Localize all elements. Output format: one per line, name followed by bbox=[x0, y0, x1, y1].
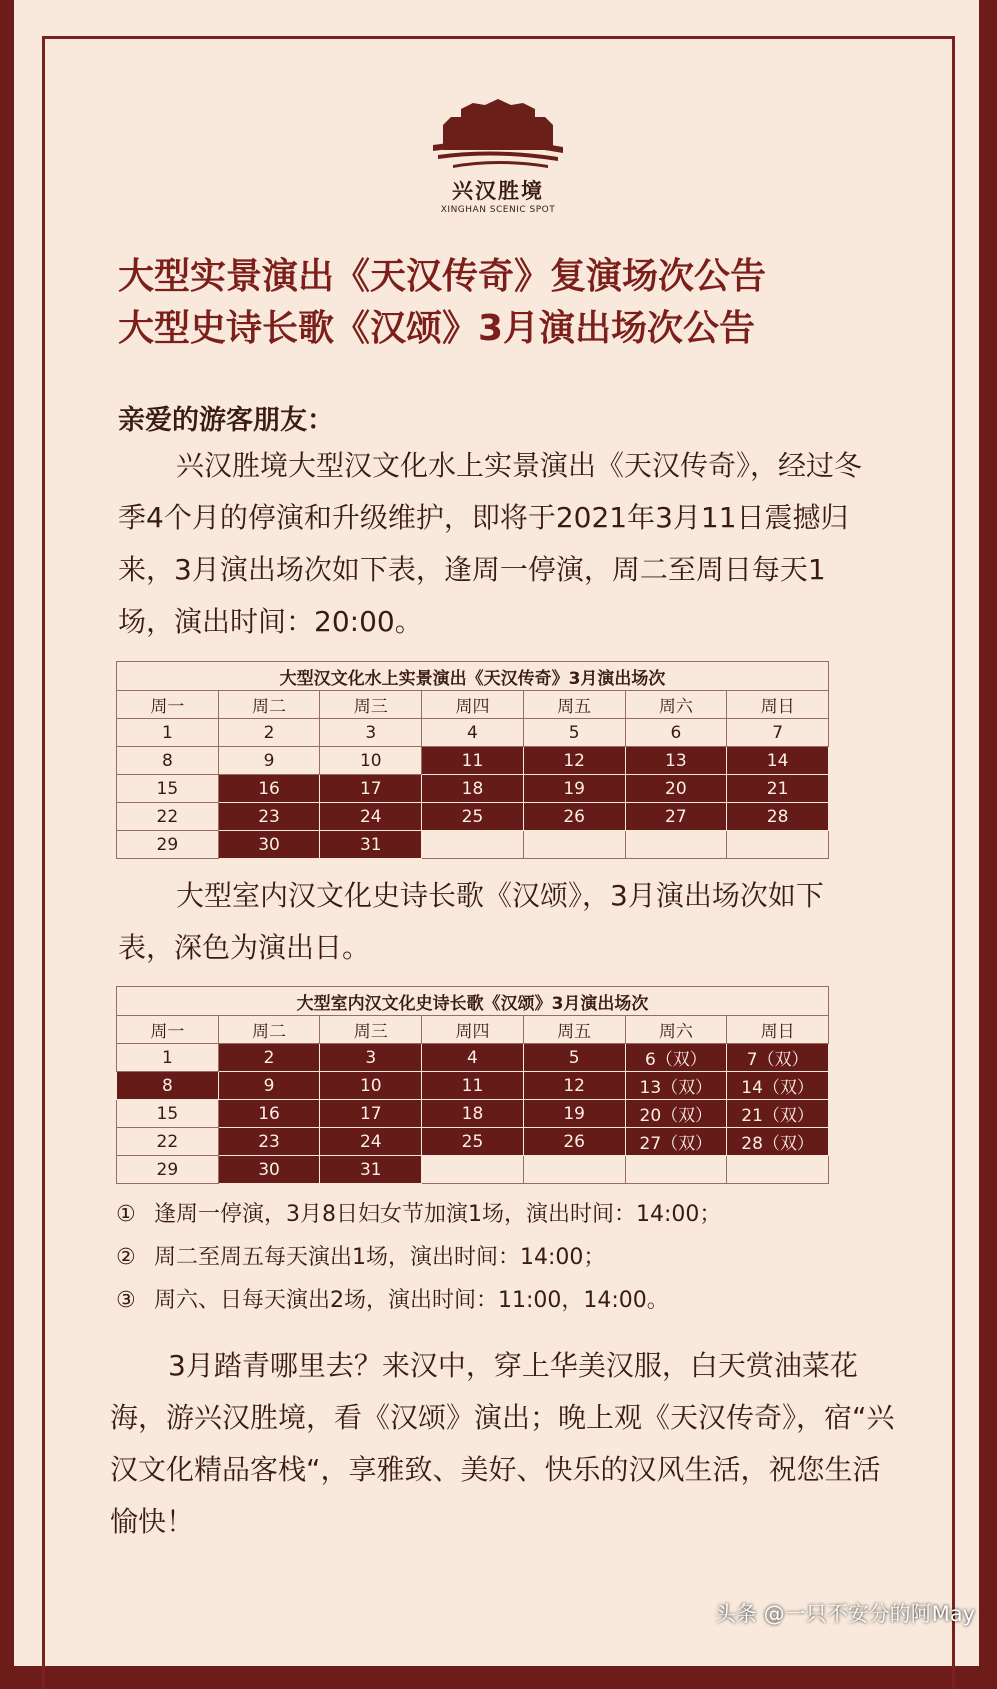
table-caption: 大型室内汉文化史诗长歌《汉颂》3月演出场次 bbox=[117, 987, 829, 1016]
performance-date-cell: 14（双） bbox=[727, 1072, 829, 1100]
performance-date-cell: 26 bbox=[523, 1128, 625, 1156]
performance-date-cell: 25 bbox=[422, 803, 524, 831]
date-cell: 1 bbox=[117, 1044, 219, 1072]
notes-list bbox=[116, 1193, 721, 1322]
table-row bbox=[117, 747, 829, 775]
performance-date-cell: 4 bbox=[422, 1044, 524, 1072]
performance-date-cell: 23 bbox=[218, 1128, 320, 1156]
performance-date-cell: 10 bbox=[320, 1072, 422, 1100]
performance-date-cell: 19 bbox=[523, 1100, 625, 1128]
table-row bbox=[117, 1156, 829, 1184]
date-cell: 15 bbox=[117, 775, 219, 803]
date-cell bbox=[727, 1156, 829, 1184]
performance-date-cell: 11 bbox=[422, 1072, 524, 1100]
date-cell: 15 bbox=[117, 1100, 219, 1128]
performance-date-cell: 5 bbox=[523, 1044, 625, 1072]
performance-date-cell: 28 bbox=[727, 803, 829, 831]
performance-date-cell: 28（双） bbox=[727, 1128, 829, 1156]
weekday-cell: 周五 bbox=[523, 691, 625, 719]
castle-logo-icon bbox=[423, 95, 573, 173]
performance-date-cell: 13（双） bbox=[625, 1072, 727, 1100]
date-cell: 29 bbox=[117, 1156, 219, 1184]
date-cell: 6 bbox=[625, 719, 727, 747]
note-text: 周六、日每天演出2场，演出时间：11:00，14:00。 bbox=[154, 1288, 669, 1313]
performance-date-cell: 26 bbox=[523, 803, 625, 831]
note-item bbox=[116, 1236, 721, 1279]
performance-date-cell: 2 bbox=[218, 1044, 320, 1072]
weekday-header-row bbox=[117, 691, 829, 719]
date-cell: 4 bbox=[422, 719, 524, 747]
date-cell: 10 bbox=[320, 747, 422, 775]
weekday-cell: 周一 bbox=[117, 1016, 219, 1044]
performance-date-cell: 31 bbox=[320, 831, 422, 859]
date-cell bbox=[523, 831, 625, 859]
table-row bbox=[117, 1100, 829, 1128]
performance-date-cell: 3 bbox=[320, 1044, 422, 1072]
performance-date-cell: 31 bbox=[320, 1156, 422, 1184]
performance-date-cell: 18 bbox=[422, 1100, 524, 1128]
performance-date-cell: 14 bbox=[727, 747, 829, 775]
performance-date-cell: 12 bbox=[523, 747, 625, 775]
title-line-2: 大型史诗长歌《汉颂》3月演出场次公告 bbox=[118, 308, 756, 349]
performance-date-cell: 21 bbox=[727, 775, 829, 803]
performance-date-cell: 30 bbox=[218, 1156, 320, 1184]
performance-date-cell: 20（双） bbox=[625, 1100, 727, 1128]
date-cell: 3 bbox=[320, 719, 422, 747]
brand-logo bbox=[398, 95, 598, 225]
weekday-cell: 周五 bbox=[523, 1016, 625, 1044]
note-item bbox=[116, 1279, 721, 1322]
table-row bbox=[117, 1072, 829, 1100]
schedule-table-hansong bbox=[116, 986, 829, 1184]
table-row bbox=[117, 1128, 829, 1156]
hansong-paragraph: 大型室内汉文化史诗长歌《汉颂》，3月演出场次如下表，深色为演出日。 bbox=[118, 879, 824, 964]
weekday-cell: 周四 bbox=[422, 691, 524, 719]
performance-date-cell: 27 bbox=[625, 803, 727, 831]
weekday-cell: 周二 bbox=[218, 691, 320, 719]
weekday-cell: 周日 bbox=[727, 691, 829, 719]
performance-date-cell: 11 bbox=[422, 747, 524, 775]
table-caption: 大型汉文化水上实景演出《天汉传奇》3月演出场次 bbox=[117, 662, 829, 691]
performance-date-cell: 19 bbox=[523, 775, 625, 803]
logo-name-cn: 兴汉胜境 bbox=[452, 179, 544, 203]
date-cell: 22 bbox=[117, 803, 219, 831]
performance-date-cell: 25 bbox=[422, 1128, 524, 1156]
performance-date-cell: 24 bbox=[320, 803, 422, 831]
performance-date-cell: 16 bbox=[218, 775, 320, 803]
date-cell bbox=[625, 831, 727, 859]
weekday-cell: 周四 bbox=[422, 1016, 524, 1044]
performance-date-cell: 13 bbox=[625, 747, 727, 775]
table-row bbox=[117, 719, 829, 747]
performance-date-cell: 23 bbox=[218, 803, 320, 831]
date-cell: 5 bbox=[523, 719, 625, 747]
date-cell bbox=[422, 831, 524, 859]
greeting: 亲爱的游客朋友： bbox=[118, 405, 334, 436]
performance-date-cell: 18 bbox=[422, 775, 524, 803]
performance-date-cell: 6（双） bbox=[625, 1044, 727, 1072]
note-number: ③ bbox=[116, 1288, 136, 1313]
date-cell bbox=[727, 831, 829, 859]
weekday-cell: 周日 bbox=[727, 1016, 829, 1044]
date-cell: 8 bbox=[117, 747, 219, 775]
date-cell bbox=[422, 1156, 524, 1184]
note-number: ② bbox=[116, 1245, 136, 1270]
note-item bbox=[116, 1193, 721, 1236]
performance-date-cell: 24 bbox=[320, 1128, 422, 1156]
performance-date-cell: 12 bbox=[523, 1072, 625, 1100]
table-row bbox=[117, 831, 829, 859]
date-cell bbox=[625, 1156, 727, 1184]
weekday-cell: 周三 bbox=[320, 1016, 422, 1044]
performance-date-cell: 17 bbox=[320, 1100, 422, 1128]
performance-date-cell: 20 bbox=[625, 775, 727, 803]
closing-paragraph: 3月踏青哪里去？来汉中，穿上华美汉服，白天赏油菜花海，游兴汉胜境，看《汉颂》演出；晚上观《天汉传奇》，宿“兴汉文化精品客栈“，享雅致、美好、快乐的汉风生活，祝您生活愉快！ bbox=[110, 1349, 895, 1538]
date-cell bbox=[523, 1156, 625, 1184]
weekday-cell: 周二 bbox=[218, 1016, 320, 1044]
logo-name-en: XINGHAN SCENIC SPOT bbox=[440, 205, 556, 215]
date-cell: 9 bbox=[218, 747, 320, 775]
date-cell: 1 bbox=[117, 719, 219, 747]
performance-date-cell: 30 bbox=[218, 831, 320, 859]
weekday-cell: 周三 bbox=[320, 691, 422, 719]
date-cell: 2 bbox=[218, 719, 320, 747]
performance-date-cell: 16 bbox=[218, 1100, 320, 1128]
weekday-cell: 周一 bbox=[117, 691, 219, 719]
table-row bbox=[117, 775, 829, 803]
note-number: ① bbox=[116, 1202, 136, 1227]
performance-date-cell: 9 bbox=[218, 1072, 320, 1100]
intro-paragraph: 兴汉胜境大型汉文化水上实景演出《天汉传奇》，经过冬季4个月的停演和升级维护，即将于2021年3月11日震撼归来，3月演出场次如下表，逢周一停演，周二至周日每天1场，演出时间：20:00。 bbox=[118, 449, 863, 638]
table-row bbox=[117, 803, 829, 831]
title-line-1: 大型实景演出《天汉传奇》复演场次公告 bbox=[118, 256, 767, 297]
weekday-header-row bbox=[117, 1016, 829, 1044]
date-cell: 22 bbox=[117, 1128, 219, 1156]
date-cell: 7 bbox=[727, 719, 829, 747]
table-row bbox=[117, 1044, 829, 1072]
schedule-table-tianhan bbox=[116, 661, 829, 859]
date-cell: 29 bbox=[117, 831, 219, 859]
watermark-credit: 头条 @一只不安分的阿May bbox=[714, 1602, 975, 1626]
performance-date-cell: 8 bbox=[117, 1072, 219, 1100]
weekday-cell: 周六 bbox=[625, 691, 727, 719]
weekday-cell: 周六 bbox=[625, 1016, 727, 1044]
note-text: 周二至周五每天演出1场，演出时间：14:00； bbox=[154, 1245, 606, 1270]
performance-date-cell: 7（双） bbox=[727, 1044, 829, 1072]
performance-date-cell: 27（双） bbox=[625, 1128, 727, 1156]
note-text: 逢周一停演，3月8日妇女节加演1场，演出时间：14:00； bbox=[154, 1202, 722, 1227]
performance-date-cell: 21（双） bbox=[727, 1100, 829, 1128]
performance-date-cell: 17 bbox=[320, 775, 422, 803]
